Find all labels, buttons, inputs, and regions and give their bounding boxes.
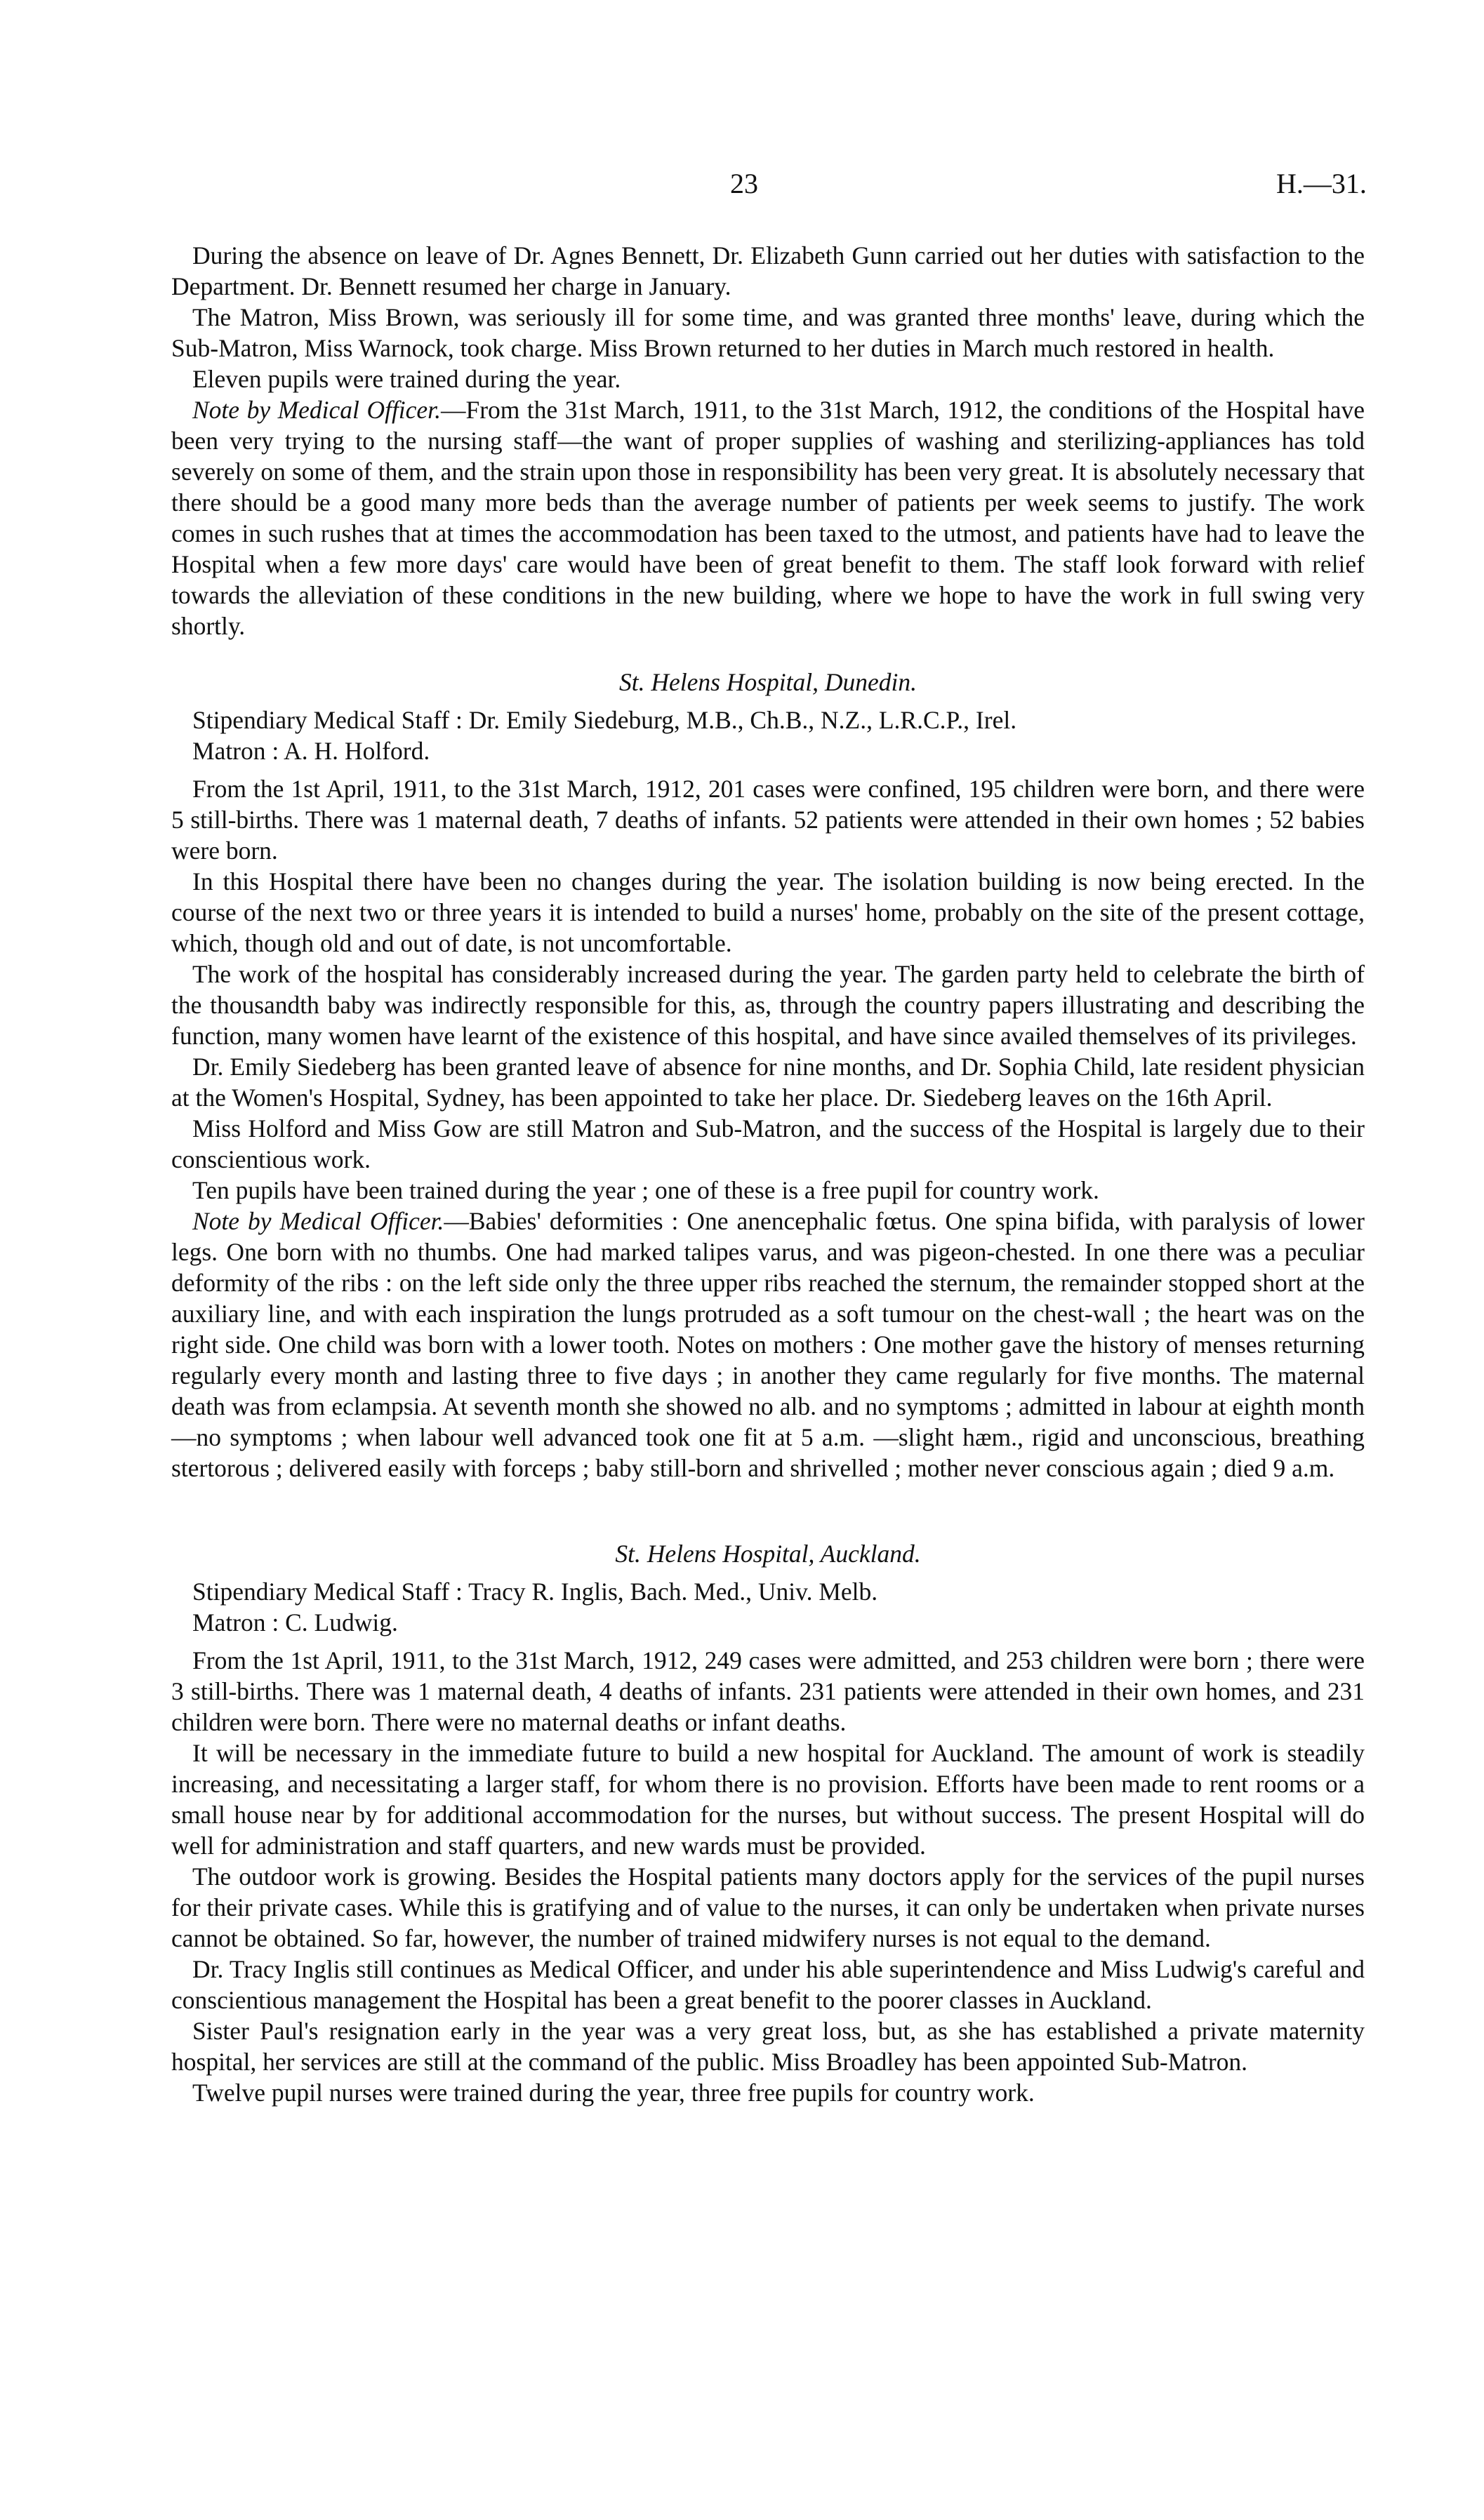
- section-heading-auckland: St. Helens Hospital, Auckland.: [615, 1540, 921, 1568]
- section-heading-dunedin: St. Helens Hospital, Dunedin.: [619, 668, 917, 696]
- paragraph: From the 1st April, 1911, to the 31st March, 1912, 201 cases were confined, 195 children were born, and there were 5 still-births. There was 1 maternal death, 7 deaths of infants. 52 patients were attended in their own homes ; 52 babies were born.: [171, 775, 1365, 865]
- paragraph: The outdoor work is growing. Besides the Hospital patients many doctors apply for the services of the pupil nurses for their private cases. While this is gratifying and of value to the nurses, it can only be undertaken when private nurses cannot be obtained. So far, however, the number of trained midwifery nurses is not equal to the demand.: [171, 1862, 1365, 1952]
- note-text: —From the 31st March, 1911, to the 31st March, 1912, the conditions of the Hospital have been very trying to the nursing staff—the want of proper supplies of washing and sterilizing-appliances has told severely on some of them, and the strain upon those in responsibility has been very great. It is absolutely necessary that there should be a good many more beds than the average number of patients per week seems to justify. The work comes in such rushes that at times the accommodation has been taxed to the utmost, and patients have had to leave the Hospital when a few more days' care would have been of great benefit to them. The staff look forward with relief towards the alleviation of these conditions in the new building, where we hope to have the work in full swing very shortly.: [171, 396, 1365, 640]
- medical-staff-line: Stipendiary Medical Staff : Tracy R. Inglis, Bach. Med., Univ. Melb.: [192, 1578, 878, 1606]
- paragraph: The work of the hospital has considerably increased during the year. The garden party held to celebrate the birth of the thousandth baby was indirectly responsible for this, as, through the country papers illustrating and describing the function, many women have learnt of the existence of this hospital, and have since availed themselves of its privileges.: [171, 960, 1365, 1050]
- paragraph: The Matron, Miss Brown, was seriously ill for some time, and was granted three months' leave, during which the Sub-Matron, Miss Warnock, took charge. Miss Brown returned to her duties in March much restored in health.: [171, 303, 1365, 362]
- paragraph: Dr. Tracy Inglis still continues as Medical Officer, and under his able superintendence and Miss Ludwig's careful and conscientious management the Hospital has been a great benefit to the poorer classes in Auckland.: [171, 1955, 1365, 2014]
- note-text: —Babies' deformities : One anencephalic fœtus. One spina bifida, with paralysis of lower legs. One born with no thumbs. One had marked talipes varus, and was pigeon-chested. In one there was a peculiar deformity of the ribs : on the left side only the three upper ribs reached the sternum, the remainder stopped short at the auxiliary line, and with each inspiration the lungs protruded as a soft tumour on the chest-wall ; the heart was on the right side. One child was born with a lower tooth. Notes on mothers : One mother gave the history of menses returning regularly every month and lasting three to five days ; in another they came regularly for five months. The maternal death was from eclampsia. At seventh month she showed no alb. and no symptoms ; admitted in labour at eighth month—no symptoms ; when labour well advanced took one fit at 5 a.m. —slight hæm., rigid and unconscious, breathing stertorous ; delivered easily with forceps ; baby still-born and shrivelled ; mother never conscious again ; died 9 a.m.: [171, 1207, 1365, 1482]
- medical-officer-note: [171, 1206, 1365, 1484]
- note-label: Note by Medical Officer.: [192, 1207, 444, 1235]
- paragraph: Miss Holford and Miss Gow are still Matron and Sub-Matron, and the success of the Hospital is largely due to their conscientious work.: [171, 1114, 1365, 1173]
- note-label: Note by Medical Officer.: [192, 396, 441, 424]
- page-body: [171, 240, 1365, 2108]
- paragraph: It will be necessary in the immediate future to build a new hospital for Auckland. The amount of work is steadily increasing, and necessitating a larger staff, for whom there is no provision. Efforts have been made to rent rooms or a small house near by for additional accommodation for the nurses, but without success. The present Hospital will do well for administration and staff quarters, and new wards must be provided.: [171, 1739, 1365, 1860]
- document-reference: H.—31.: [1276, 168, 1367, 199]
- paragraph: In this Hospital there have been no changes during the year. The isolation building is now being erected. In the course of the next two or three years it is intended to build a nurses' home, probably on the site of the present cottage, which, though old and out of date, is not uncomfortable.: [171, 867, 1365, 957]
- paragraph: Twelve pupil nurses were trained during the year, three free pupils for country work.: [192, 2079, 1035, 2107]
- matron-line: Matron : A. H. Holford.: [192, 737, 430, 765]
- matron-line: Matron : C. Ludwig.: [192, 1608, 398, 1636]
- paragraph: Eleven pupils were trained during the year.: [192, 365, 621, 393]
- medical-officer-note: [171, 394, 1365, 641]
- paragraph: During the absence on leave of Dr. Agnes Bennett, Dr. Elizabeth Gunn carried out her duties with satisfaction to the Department. Dr. Bennett resumed her charge in January.: [171, 241, 1365, 300]
- paragraph: Ten pupils have been trained during the year ; one of these is a free pupil for country work.: [192, 1176, 1099, 1204]
- medical-staff-line: Stipendiary Medical Staff : Dr. Emily Siedeburg, M.B., Ch.B., N.Z., L.R.C.P., Irel.: [192, 706, 1017, 734]
- page-header: [0, 167, 1484, 209]
- page-number: 23: [730, 168, 758, 199]
- paragraph: Dr. Emily Siedeberg has been granted leave of absence for nine months, and Dr. Sophia Child, late resident physician at the Women's Hospital, Sydney, has been appointed to take her place. Dr. Siedeberg leaves on the 16th April.: [171, 1053, 1365, 1112]
- paragraph: Sister Paul's resignation early in the year was a very great loss, but, as she has established a private maternity hospital, her services are still at the command of the public. Miss Broadley has been appointed Sub-Matron.: [171, 2017, 1365, 2076]
- paragraph: From the 1st April, 1911, to the 31st March, 1912, 249 cases were admitted, and 253 children were born ; there were 3 still-births. There was 1 maternal death, 4 deaths of infants. 231 patients were attended in their own homes, and 231 children were born. There were no maternal deaths or infant deaths.: [171, 1646, 1365, 1736]
